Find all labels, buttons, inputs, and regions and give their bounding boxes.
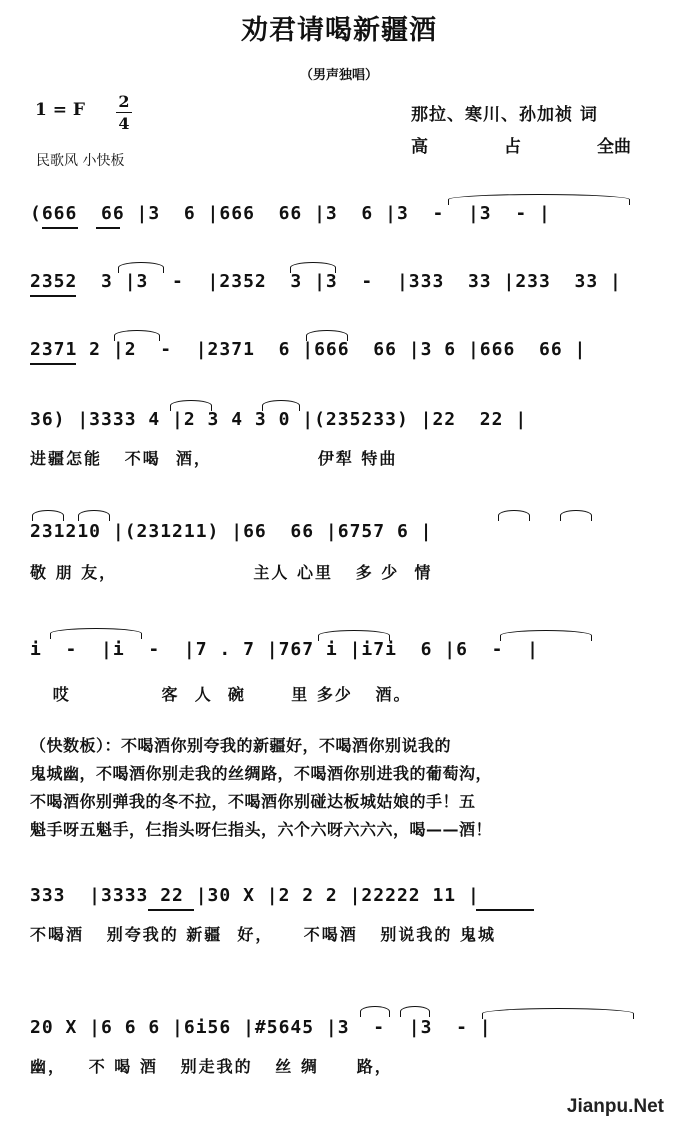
notation-row-4 bbox=[30, 406, 655, 434]
composer-credit bbox=[411, 132, 631, 157]
tie-slur bbox=[318, 630, 390, 641]
composer-name-2: 占 bbox=[504, 137, 521, 157]
tie-slur bbox=[498, 510, 530, 521]
notation-text: 2352 3 |3 - |2352 3 |3 - |333 33 |233 33 | bbox=[30, 271, 622, 292]
spoken-verse bbox=[30, 732, 660, 844]
lyric-row-5: 敬 朋 友， 主人 心里 多 少 情 bbox=[30, 563, 433, 582]
notation-text: 2371 2 |2 - |2371 6 |666 66 |3 6 |666 66 | bbox=[30, 339, 587, 360]
lyric-row-4: 进疆怎能 不喝 酒， 伊犁 特曲 bbox=[30, 449, 398, 468]
tie-slur bbox=[114, 330, 160, 341]
underline bbox=[96, 227, 120, 229]
lyricist-credit: 那拉、寒川、孙加祯 词 bbox=[411, 105, 598, 125]
song-subtitle: （男声独唱） bbox=[299, 68, 378, 83]
tie-slur bbox=[482, 1008, 634, 1019]
tie-slur bbox=[118, 262, 164, 273]
notation-text: i - |i - |7 . 7 |767 i |i7i 6 |6 - | bbox=[30, 639, 539, 660]
tie-slur bbox=[290, 262, 336, 273]
underline bbox=[30, 363, 76, 365]
notation-row-1 bbox=[30, 200, 655, 228]
composer-role: 全曲 bbox=[597, 137, 631, 157]
notation-text: 36) |3333 4 |2 3 4 3 0 |(235233) |22 22 | bbox=[30, 409, 528, 430]
tie-slur bbox=[360, 1006, 390, 1017]
notation-text: 333 |3333 22 |30 X |2 2 2 |22222 11 | bbox=[30, 885, 480, 906]
song-title: 劝君请喝新疆酒 bbox=[241, 15, 437, 46]
lyric-row-6: 哎 客 人 碗 里 多少 酒。 bbox=[30, 685, 412, 704]
tie-slur bbox=[560, 510, 592, 521]
notation-row-5 bbox=[30, 518, 655, 546]
underline bbox=[148, 909, 194, 911]
underline bbox=[42, 227, 78, 229]
notation-row-3 bbox=[30, 336, 655, 364]
underline bbox=[30, 295, 76, 297]
time-signature bbox=[116, 92, 132, 133]
tie-slur bbox=[262, 400, 300, 411]
underline bbox=[476, 909, 534, 911]
notation-text: (666 66 |3 6 |666 66 |3 6 |3 - |3 - | bbox=[30, 203, 551, 224]
meter-top: 2 bbox=[118, 92, 130, 111]
notation-row-7 bbox=[30, 882, 655, 910]
lyric-row-8: 幽， 不 喝 酒 别走我的 丝 绸 路， bbox=[30, 1057, 393, 1076]
key-signature: 1 = F bbox=[35, 100, 85, 120]
tie-slur bbox=[32, 510, 64, 521]
tie-slur bbox=[400, 1006, 430, 1017]
tie-slur bbox=[170, 400, 212, 411]
lyric-row-7: 不喝酒 别夸我的 新疆 好， 不喝酒 别说我的 鬼城 bbox=[30, 925, 496, 944]
site-watermark: Jianpu.Net bbox=[566, 1096, 664, 1117]
tie-slur bbox=[448, 194, 630, 205]
meter-bar bbox=[116, 112, 132, 113]
tie-slur bbox=[306, 330, 348, 341]
notation-row-6 bbox=[30, 636, 655, 664]
notation-text: 231210 |(231211) |66 66 |6757 6 | bbox=[30, 521, 433, 542]
tie-slur bbox=[78, 510, 110, 521]
notation-text: 20 X |6 6 6 |6i56 |#5645 |3 - |3 - | bbox=[30, 1017, 492, 1038]
spoken-line-2: 鬼城幽，不喝酒你别走我的丝绸路，不喝酒你别进我的葡萄沟， bbox=[30, 764, 493, 783]
tie-slur bbox=[50, 628, 142, 639]
spoken-line-4: 魁手呀五魁手，仨指头呀仨指头，六个六呀六六六，喝——酒！ bbox=[30, 820, 493, 839]
tempo-marking: 民歌风 小快板 bbox=[36, 153, 125, 169]
notation-row-8 bbox=[30, 1014, 655, 1042]
spoken-line-3: 不喝酒你别弹我的冬不拉，不喝酒你别碰达板城姑娘的手！五 bbox=[30, 792, 476, 811]
meter-bottom: 4 bbox=[118, 114, 130, 133]
tie-slur bbox=[500, 630, 592, 641]
composer-name-1: 高 bbox=[411, 137, 428, 157]
notation-row-2 bbox=[30, 268, 655, 296]
spoken-line-1: （快数板）：不喝酒你别夸我的新疆好，不喝酒你别说我的 bbox=[30, 736, 452, 755]
